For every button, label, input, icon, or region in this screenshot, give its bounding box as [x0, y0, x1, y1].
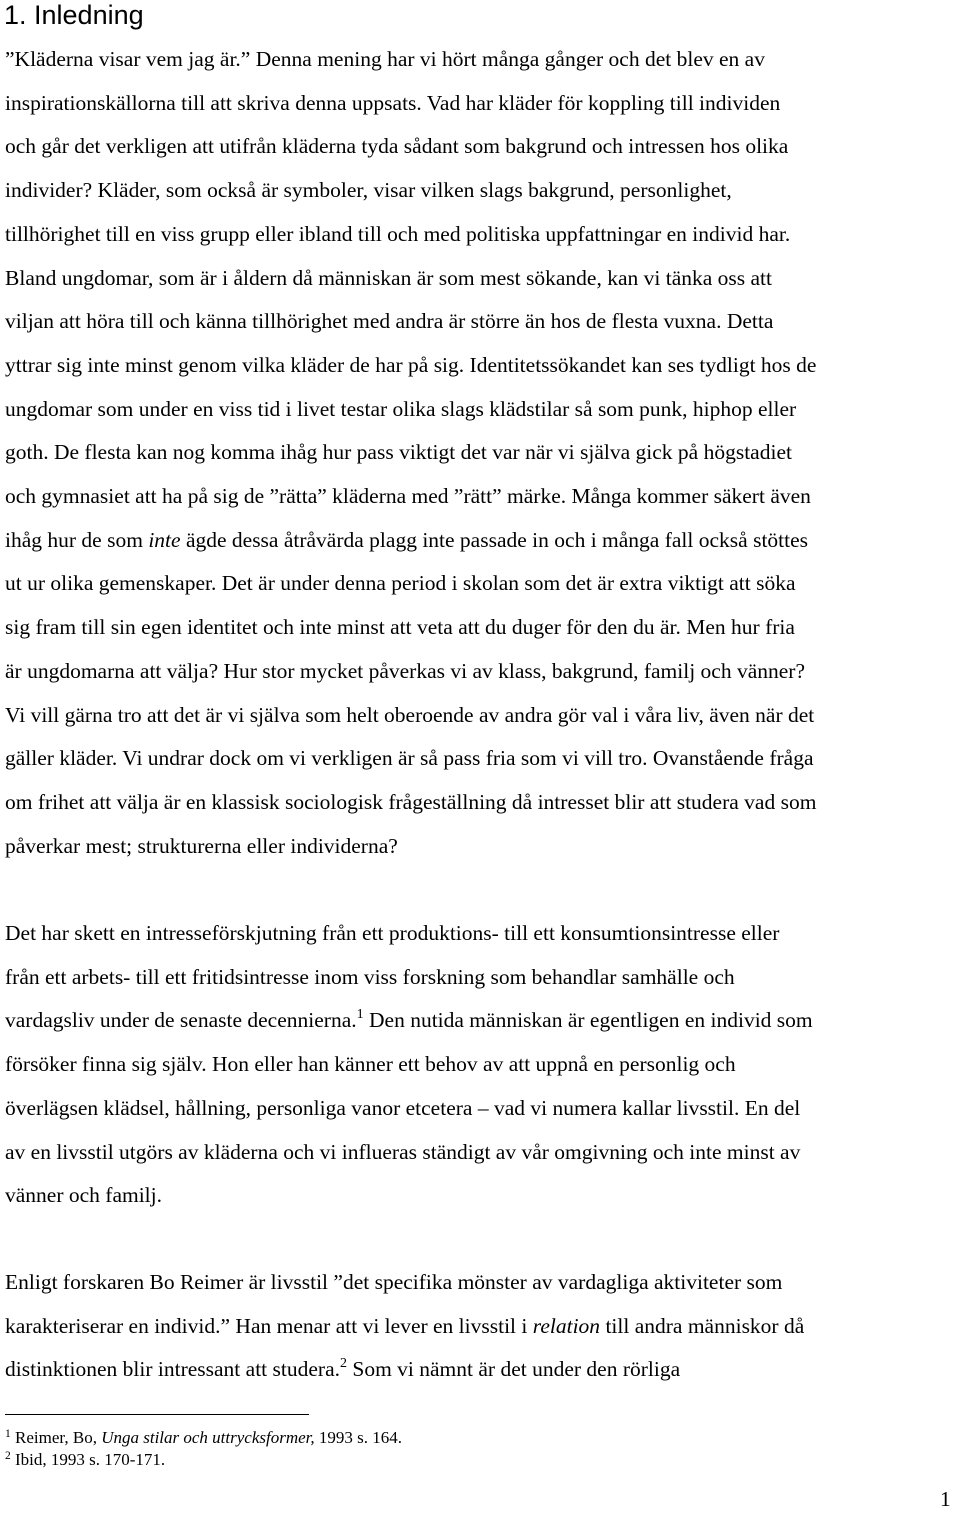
footnote: [5, 1427, 402, 1449]
text-line: goth. De flesta kan nog komma ihåg hur pass viktigt det var när vi själva gick på högstadiet: [5, 440, 792, 465]
text-line: om frihet att välja är en klassisk sociologisk frågeställning då intresset blir att studera vad som: [5, 789, 817, 814]
text-line: inspirationskällorna till att skriva denna uppsats. Vad har kläder för koppling till individen: [5, 90, 781, 115]
text-line: från ett arbets- till ett fritidsintresse inom viss forskning som behandlar samhälle och: [5, 964, 735, 989]
text-line: överlägsen klädsel, hållning, personliga vanor etcetera – vad vi numera kallar livsstil. En del: [5, 1095, 801, 1120]
text-line: Vi vill gärna tro att det är vi själva som helt oberoende av andra gör val i våra liv, även när det: [5, 702, 815, 727]
text-line: ungdomar som under en viss tid i livet testar olika slags klädstilar så som punk, hiphop eller: [5, 396, 797, 421]
text-segment: karakteriserar en individ.” Han menar att vi lever en livsstil i: [5, 1313, 533, 1338]
text-segment: distinktionen blir intressant att studera.: [5, 1357, 340, 1382]
footnote: [5, 1449, 402, 1471]
text-line: och gymnasiet att ha på sig de ”rätta” kläderna med ”rätt” märke. Många kommer säkert även: [5, 484, 811, 509]
footnote-reference[interactable]: 2: [339, 1356, 347, 1372]
text-line: gäller kläder. Vi undrar dock om vi verkligen är så pass fria som vi vill tro. Ovanstående fråga: [5, 746, 814, 771]
footnote-number: 1: [5, 1428, 11, 1440]
footnote-reference[interactable]: 1: [356, 1007, 364, 1023]
text-segment: Den nutida människan är egentligen en individ som: [363, 1008, 813, 1033]
text-line: Enligt forskaren Bo Reimer är livsstil ”det specifika mönster av vardagliga aktiviteter som: [5, 1270, 783, 1294]
text-line: sig fram till sin egen identitet och inte minst att veta att du duger för den du är. Men hur fria: [5, 615, 795, 640]
footnote-text: Ibid, 1993 s. 170-171.: [10, 1450, 166, 1469]
text-line: försöker finna sig själv. Hon eller han känner ett behov av att uppnå en personlig och: [5, 1052, 736, 1077]
text-line: vänner och familj.: [5, 1183, 163, 1208]
text-line: viljan att höra till och känna tillhörighet med andra är större än hos de flesta vuxna. Detta: [5, 309, 774, 334]
text-line: påverkar mest; strukturerna eller individerna?: [5, 833, 398, 858]
text-line: [5, 1348, 960, 1392]
paragraph-lifestyle-shift: [5, 912, 960, 1218]
footnote-title: Unga stilar och uttrycksformer,: [101, 1428, 315, 1447]
footnote-separator: [5, 1414, 309, 1415]
text-segment: ihåg hur de som: [5, 527, 149, 552]
text-segment: till andra människor då: [600, 1313, 805, 1338]
text-line: tillhörighet till en viss grupp eller ibland till och med politiska uppfattningar en individ har.: [5, 221, 791, 246]
text-line: är ungdomarna att välja? Hur stor mycket påverkas vi av klass, bakgrund, familj och vänner?: [5, 658, 806, 683]
footnote-text: 1993 s. 164.: [314, 1428, 403, 1447]
text-line: och går det verkligen att utifrån kläderna tyda sådant som bakgrund och intressen hos olika: [5, 134, 789, 159]
text-line: individer? Kläder, som också är symboler, visar vilken slags bakgrund, personlighet,: [5, 178, 732, 203]
text-line: ut ur olika gemenskaper. Det är under denna period i skolan som det är extra viktigt att söka: [5, 571, 796, 596]
emphasis-text: relation: [532, 1313, 601, 1338]
text-line: ”Kläderna visar vem jag är.” Denna mening har vi hört många gånger och det blev en av: [5, 47, 765, 71]
emphasis-text: inte: [148, 527, 181, 552]
text-segment: ägde dessa åtråvärda plagg inte passade in och i många fall också stöttes: [180, 527, 809, 552]
section-heading: 1. Inledning: [4, 0, 144, 30]
footnotes: [5, 1427, 402, 1471]
page-number: 1: [940, 1487, 951, 1511]
text-line: av en livsstil utgörs av kläderna och vi influeras ständigt av vår omgivning och inte minst av: [5, 1139, 801, 1164]
text-line: [5, 519, 960, 563]
footnote-number: 2: [5, 1450, 11, 1462]
text-line: [5, 1305, 960, 1349]
paragraph-introduction: [5, 38, 960, 868]
text-segment: Som vi nämnt är det under den rörliga: [346, 1357, 681, 1382]
footnote-text: Reimer, Bo,: [10, 1428, 102, 1447]
text-segment: vardagsliv under de senaste decennierna.: [5, 1008, 357, 1033]
text-line: Det har skett en intresseförskjutning från ett produktions- till ett konsumtionsintresse eller: [5, 921, 780, 945]
text-line: yttrar sig inte minst genom vilka kläder de har på sig. Identitetssökandet kan ses tydligt hos de: [5, 352, 817, 377]
text-line: Bland ungdomar, som är i åldern då människan är som mest sökande, kan vi tänka oss att: [5, 265, 772, 290]
text-line: [5, 999, 960, 1043]
paragraph-reimer: [5, 1261, 960, 1392]
